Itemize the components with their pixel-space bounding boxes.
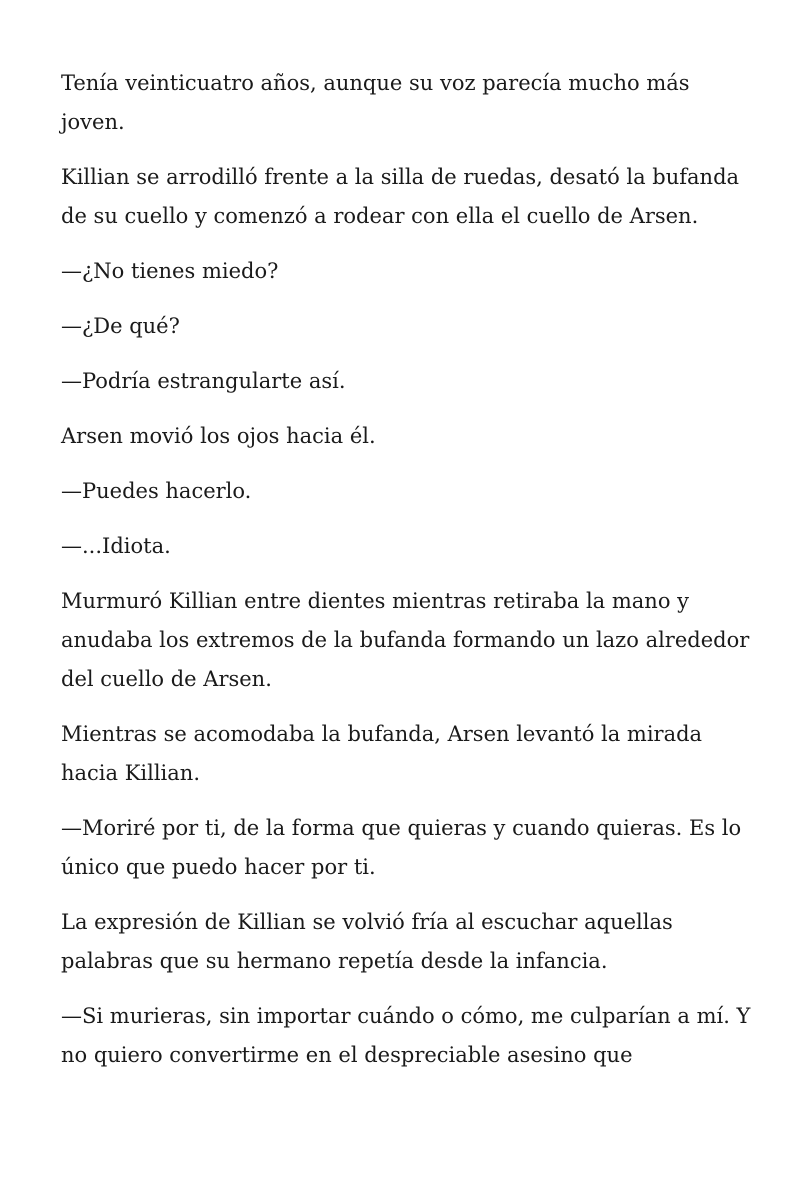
dialogue-line: —Moriré por ti, de la forma que quieras y cuando quieras. Es lo único que puedo hacer por ti.	[61, 816, 742, 879]
dialogue-line: —Puedes hacerlo.	[61, 479, 252, 503]
paragraph-look-up: Mientras se acomodaba la bufanda, Arsen levantó la mirada hacia Killian.	[61, 722, 703, 785]
paragraph-age: Tenía veinticuatro años, aunque su voz parecía mucho más joven.	[61, 71, 690, 134]
paragraph-murmur: Murmuró Killian entre dientes mientras retiraba la mano y anudaba los extremos de la bufanda formando un lazo alrededor del cuello de Arsen.	[61, 589, 750, 691]
dialogue-line: —...Idiota.	[61, 534, 171, 558]
reading-page	[61, 64, 751, 1091]
dialogue-line: —¿De qué?	[61, 314, 180, 338]
dialogue-line: —¿No tienes miedo?	[61, 259, 279, 283]
dialogue-line: —Podría estrangularte así.	[61, 369, 346, 393]
dialogue-line: —Si murieras, sin importar cuándo o cómo, me culparían a mí. Y no quiero convertirme en el despreciable asesino que	[61, 1004, 751, 1067]
paragraph-arsen-eyes: Arsen movió los ojos hacia él.	[61, 424, 376, 448]
paragraph-expression: La expresión de Killian se volvió fría al escuchar aquellas palabras que su hermano repetía desde la infancia.	[61, 910, 673, 973]
paragraph-scarf: Killian se arrodilló frente a la silla de ruedas, desató la bufanda de su cuello y comenzó a rodear con ella el cuello de Arsen.	[61, 165, 740, 228]
